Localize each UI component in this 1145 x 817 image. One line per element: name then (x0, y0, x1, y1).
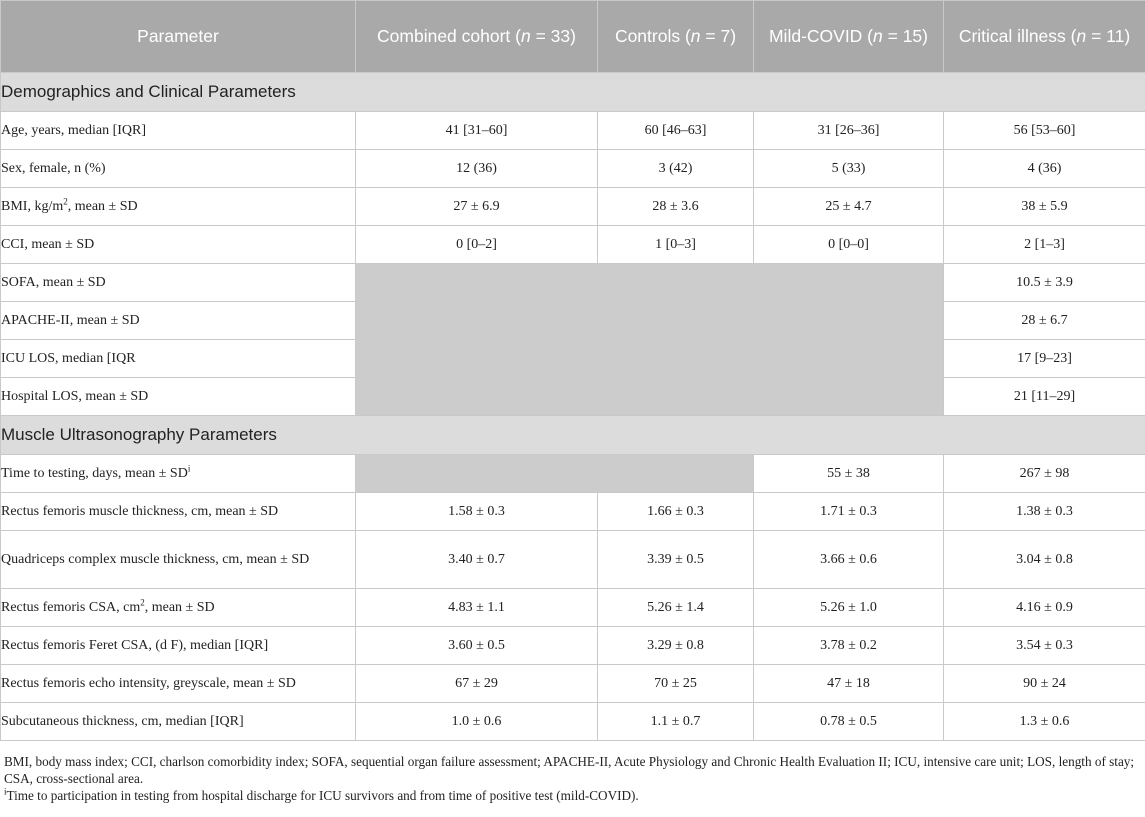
cell-critical: 3.54 ± 0.3 (944, 627, 1145, 665)
cell-mild-covid: 5.26 ± 1.0 (754, 589, 944, 627)
cell-combined: 3.60 ± 0.5 (356, 627, 598, 665)
cell-critical: 3.04 ± 0.8 (944, 531, 1145, 589)
cell-controls: 60 [46–63] (598, 112, 754, 150)
row-label: Time to testing, days, mean ± $SD^i$ (1, 455, 356, 493)
table-row (1, 150, 1145, 188)
cell-combined: 27 ± 6.9 (356, 188, 598, 226)
cell-mild-covid: 5 (33) (754, 150, 944, 188)
cell-critical: 38 ± 5.9 (944, 188, 1145, 226)
table-row (1, 455, 1145, 493)
cell-mild-covid: 0 [0–0] (754, 226, 944, 264)
cell-controls: 1 [0–3] (598, 226, 754, 264)
cell-critical: 56 [53–60] (944, 112, 1145, 150)
cell-mild-covid: 1.71 ± 0.3 (754, 493, 944, 531)
cell-controls: 1.66 ± 0.3 (598, 493, 754, 531)
cell-combined: 41 [31–60] (356, 112, 598, 150)
header-controls: Controls (n = 7) (598, 1, 754, 73)
cell-mild-covid: 47 ± 18 (754, 665, 944, 703)
table-row (1, 493, 1145, 531)
table-row (1, 627, 1145, 665)
testing-time-note: $^i$Time to participation in testing from hospital discharge for ICU survivors and from time of positive test (mild-COVID). (4, 786, 639, 803)
table-footnotes (0, 753, 1143, 804)
table-row (1, 589, 1145, 627)
cell-controls: 28 ± 3.6 (598, 188, 754, 226)
section-title: Muscle Ultrasonography Parameters (1, 416, 1145, 455)
row-label: Sex, female, n (%) (1, 150, 356, 188)
cell-mild-covid: 25 ± 4.7 (754, 188, 944, 226)
cell-mild-covid: 55 ± 38 (754, 455, 944, 493)
cell-critical: 17 [9–23] (944, 340, 1145, 378)
cell-mild-covid: 3.78 ± 0.2 (754, 627, 944, 665)
row-label: Subcutaneous thickness, cm, median [IQR] (1, 703, 356, 741)
table-row (1, 188, 1145, 226)
cell-critical: 4.16 ± 0.9 (944, 589, 1145, 627)
cell-mild-covid: 0.78 ± 0.5 (754, 703, 944, 741)
cell-combined: 0 [0–2] (356, 226, 598, 264)
row-label: Rectus femoris CSA, $cm^2$, mean ± SD (1, 589, 356, 627)
row-label: APACHE-II, mean ± SD (1, 302, 356, 340)
cell-critical: 28 ± 6.7 (944, 302, 1145, 340)
empty-cell-block (356, 455, 754, 493)
row-label: CCI, mean ± SD (1, 226, 356, 264)
cell-critical: 1.38 ± 0.3 (944, 493, 1145, 531)
row-label: BMI, $kg/m^2$, mean ± SD (1, 188, 356, 226)
cell-critical: 10.5 ± 3.9 (944, 264, 1145, 302)
cell-controls: 5.26 ± 1.4 (598, 589, 754, 627)
cell-combined: 3.40 ± 0.7 (356, 531, 598, 589)
empty-cell-block (356, 264, 944, 416)
row-label: SOFA, mean ± SD (1, 264, 356, 302)
cell-critical: 267 ± 98 (944, 455, 1145, 493)
row-label: Rectus femoris Feret CSA, (d F), median [IQR] (1, 627, 356, 665)
header-combined: Combined cohort (n = 33) (356, 1, 598, 73)
cell-combined: 12 (36) (356, 150, 598, 188)
cell-critical: 21 [11–29] (944, 378, 1145, 416)
cell-combined: 4.83 ± 1.1 (356, 589, 598, 627)
section-row-muscle (1, 416, 1145, 455)
table-row (1, 665, 1145, 703)
section-title: Demographics and Clinical Parameters (1, 73, 1145, 112)
cell-controls: 1.1 ± 0.7 (598, 703, 754, 741)
table-row (1, 112, 1145, 150)
cell-controls: 70 ± 25 (598, 665, 754, 703)
cell-critical: 90 ± 24 (944, 665, 1145, 703)
row-label: Rectus femoris echo intensity, greyscale, mean ± SD (1, 665, 356, 703)
cell-combined: 1.58 ± 0.3 (356, 493, 598, 531)
header-critical-illness: Critical illness (n = 11) (944, 1, 1145, 73)
header-parameter: Parameter (1, 1, 356, 73)
cell-controls: 3.29 ± 0.8 (598, 627, 754, 665)
cell-controls: 3 (42) (598, 150, 754, 188)
table-row (1, 531, 1145, 589)
cell-mild-covid: 31 [26–36] (754, 112, 944, 150)
abbreviations-note: BMI, body mass index; CCI, charlson comorbidity index; SOFA, sequential organ failure assessment; APACHE-II, Acute Physiology and Chronic Health Evaluation II; ICU, intensive care unit; LOS, length of stay; CSA, cross-sectional area. (4, 754, 1135, 786)
cell-combined: 67 ± 29 (356, 665, 598, 703)
header-row (1, 1, 1145, 73)
section-row-demographics (1, 73, 1145, 112)
cell-combined: 1.0 ± 0.6 (356, 703, 598, 741)
table-row (1, 264, 1145, 302)
cell-controls: 3.39 ± 0.5 (598, 531, 754, 589)
cell-critical: 4 (36) (944, 150, 1145, 188)
row-label: Rectus femoris muscle thickness, cm, mean ± SD (1, 493, 356, 531)
cell-mild-covid: 3.66 ± 0.6 (754, 531, 944, 589)
cell-critical: 1.3 ± 0.6 (944, 703, 1145, 741)
row-label: Age, years, median [IQR] (1, 112, 356, 150)
row-label: ICU LOS, median [IQR (1, 340, 356, 378)
table-row (1, 226, 1145, 264)
header-mild-covid: Mild-COVID (n = 15) (754, 1, 944, 73)
cell-critical: 2 [1–3] (944, 226, 1145, 264)
table-row (1, 703, 1145, 741)
row-label: Quadriceps complex muscle thickness, cm, mean ± SD (1, 531, 356, 589)
row-label: Hospital LOS, mean ± SD (1, 378, 356, 416)
